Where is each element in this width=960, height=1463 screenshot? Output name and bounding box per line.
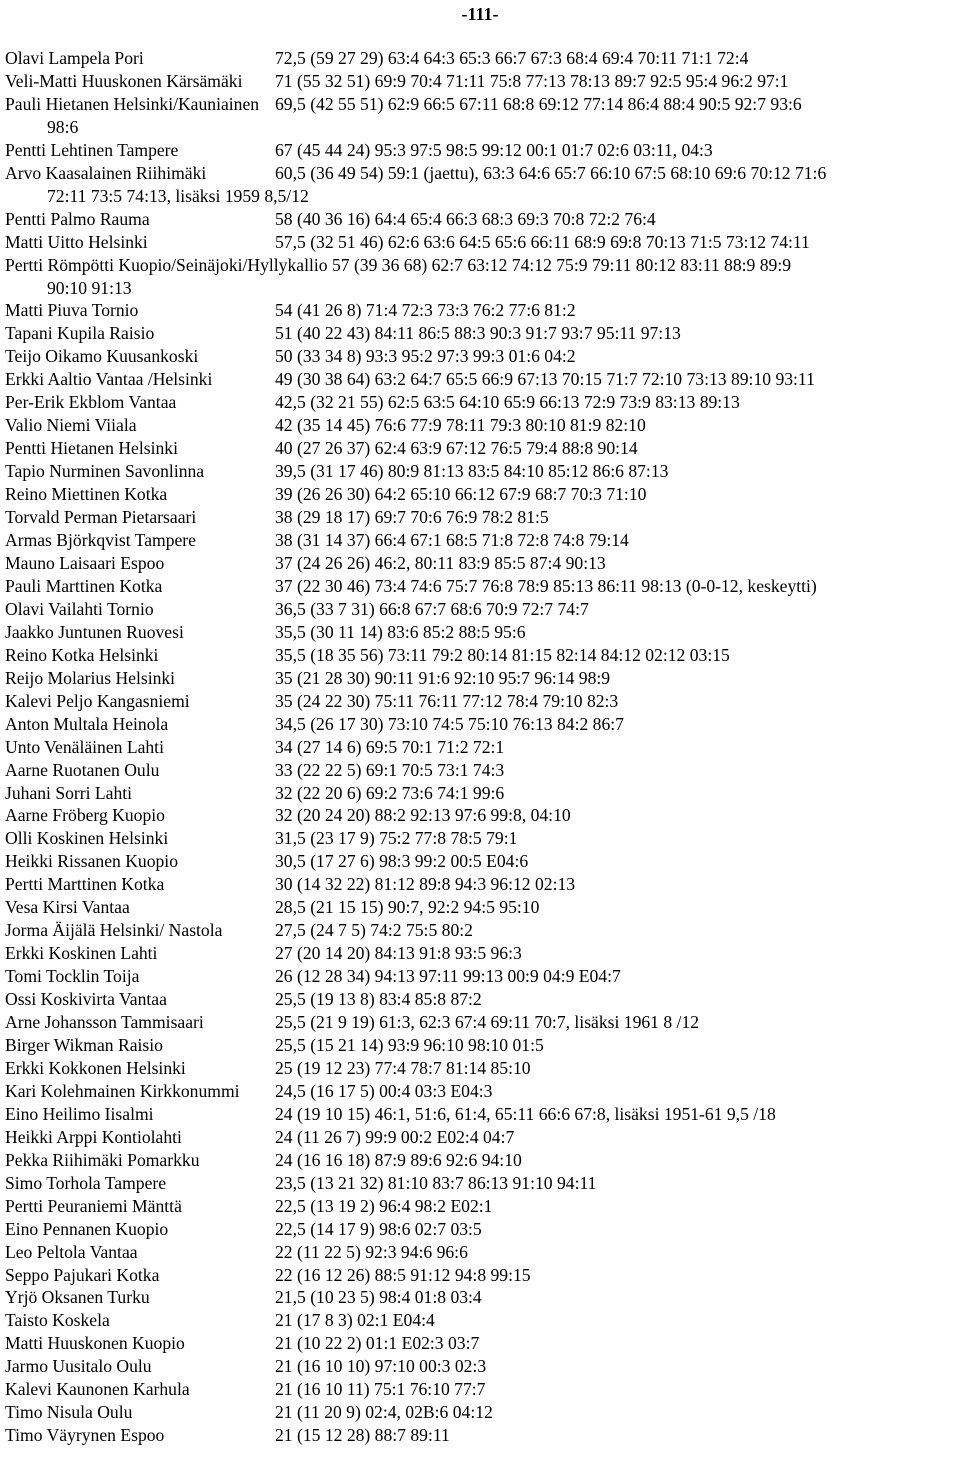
list-item	[5, 437, 955, 460]
list-item	[5, 1309, 955, 1332]
player-results: 35 (24 22 30) 75:11 76:11 77:12 78:4 79:10 82:3	[275, 690, 619, 711]
list-item	[5, 667, 955, 690]
list-item	[5, 942, 955, 965]
player-results: 67 (45 44 24) 95:3 97:5 98:5 99:12 00:1 01:7 02:6 03:11, 04:3	[275, 139, 713, 160]
list-item	[5, 1126, 955, 1149]
player-name: Kari Kolehmainen Kirkkonummi	[5, 1080, 240, 1101]
player-results: 22,5 (13 19 2) 96:4 98:2 E02:1	[275, 1195, 493, 1216]
player-results: 39 (26 26 30) 64:2 65:10 66:12 67:9 68:7 70:3 71:10	[275, 484, 647, 505]
player-results: 42,5 (32 21 55) 62:5 63:5 64:10 65:9 66:13 72:9 73:9 83:13 89:13	[275, 392, 740, 413]
list-item	[5, 804, 955, 827]
page-number: -111-	[461, 4, 499, 24]
player-results: 37 (22 30 46) 73:4 74:6 75:7 76:8 78:9 85:13 86:11 98:13 (0-0-12, keskeytti)	[275, 575, 817, 596]
player-name: Reijo Molarius Helsinki	[5, 667, 176, 688]
player-name: Seppo Pajukari Kotka	[5, 1264, 160, 1285]
player-results: 21 (11 20 9) 02:4, 02B:6 04:12	[275, 1402, 493, 1423]
list-item	[5, 529, 955, 552]
list-item	[5, 391, 955, 414]
player-results: 30,5 (17 27 6) 98:3 99:2 00:5 E04:6	[275, 851, 529, 872]
player-name: Per-Erik Ekblom Vantaa	[5, 392, 177, 413]
player-name: Mauno Laisaari Espoo	[5, 552, 165, 573]
list-item	[5, 1424, 955, 1447]
player-results: 35,5 (18 35 56) 73:11 79:2 80:14 81:15 82:14 84:12 02:12 03:15	[275, 644, 730, 665]
player-name: Tapani Kupila Raisio	[5, 323, 155, 344]
list-item	[5, 506, 955, 529]
player-name: Pauli Marttinen Kotka	[5, 575, 163, 596]
player-name: Jorma Äijälä Helsinki/ Nastola	[5, 920, 223, 941]
player-name: Simo Torhola Tampere	[5, 1172, 167, 1193]
list-item	[5, 70, 955, 93]
list-item	[5, 1401, 955, 1424]
player-results: 39,5 (31 17 46) 80:9 81:13 83:5 84:10 85:12 86:6 87:13	[275, 461, 669, 482]
player-results: 50 (33 34 8) 93:3 95:2 97:3 99:3 01:6 04:2	[275, 346, 576, 367]
list-item	[5, 1378, 955, 1401]
player-name: Heikki Arppi Kontiolahti	[5, 1126, 182, 1147]
player-name: Armas Björkqvist Tampere	[5, 530, 196, 551]
player-results: 54 (41 26 8) 71:4 72:3 73:3 76:2 77:6 81:2	[275, 300, 576, 321]
list-item	[5, 93, 955, 139]
player-name: Unto Venäläinen Lahti	[5, 736, 164, 757]
player-results: 58 (40 36 16) 64:4 65:4 66:3 68:3 69:3 70:8 72:2 76:4	[275, 208, 656, 229]
list-item	[5, 873, 955, 896]
player-results: 71 (55 32 51) 69:9 70:4 71:11 75:8 77:13 78:13 89:7 92:5 95:4 96:2 97:1	[275, 70, 789, 91]
player-results: 72,5 (59 27 29) 63:4 64:3 65:3 66:7 67:3 68:4 69:4 70:11 71:1 72:4	[275, 48, 749, 68]
player-results: 28,5 (21 15 15) 90:7, 92:2 94:5 95:10	[275, 897, 540, 918]
list-item	[5, 1286, 955, 1309]
list-item	[5, 690, 955, 713]
player-name: Timo Väyrynen Espoo	[5, 1425, 165, 1446]
player-results: 34 (27 14 6) 69:5 70:1 71:2 72:1	[275, 736, 505, 757]
player-name: Matti Huuskonen Kuopio	[5, 1333, 185, 1354]
player-results: 34,5 (26 17 30) 73:10 74:5 75:10 76:13 84:2 86:7	[275, 713, 624, 734]
player-results: 60,5 (36 49 54) 59:1 (jaettu), 63:3 64:6 65:7 66:10 67:5 68:10 69:6 70:12 71:6	[275, 162, 827, 183]
player-name: Timo Nisula Oulu	[5, 1402, 133, 1423]
player-name: Leo Peltola Vantaa	[5, 1241, 138, 1262]
player-results: 24 (19 10 15) 46:1, 51:6, 61:4, 65:11 66:6 67:8, lisäksi 1951-61 9,5 /18	[275, 1103, 776, 1124]
player-name: Pentti Hietanen Helsinki	[5, 438, 178, 459]
player-name: Reino Kotka Helsinki	[5, 644, 159, 665]
player-name: Kalevi Kaunonen Karhula	[5, 1379, 190, 1400]
list-item	[5, 621, 955, 644]
player-results-continued: 98:6	[47, 116, 79, 137]
list-item	[5, 1103, 955, 1126]
list-item	[5, 988, 955, 1011]
player-name: Jarmo Uusitalo Oulu	[5, 1356, 152, 1377]
list-item	[5, 322, 955, 345]
player-results: 69,5 (42 55 51) 62:9 66:5 67:11 68:8 69:12 77:14 86:4 88:4 90:5 92:7 93:6	[275, 93, 802, 114]
player-results: 57 (39 36 68) 62:7 63:12 74:12 75:9 79:11 80:12 83:11 88:9 89:9	[331, 254, 792, 275]
player-name: Aarne Fröberg Kuopio	[5, 805, 165, 826]
player-name: Torvald Perman Pietarsaari	[5, 507, 197, 528]
player-results: 23,5 (13 21 32) 81:10 83:7 86:13 91:10 94:11	[275, 1172, 597, 1193]
player-name: Jaakko Juntunen Ruovesi	[5, 621, 184, 642]
list-item	[5, 1057, 955, 1080]
player-results: 25,5 (19 13 8) 83:4 85:8 87:2	[275, 989, 482, 1010]
list-item	[5, 368, 955, 391]
list-item	[5, 1332, 955, 1355]
player-name: Veli-Matti Huuskonen Kärsämäki	[5, 70, 243, 91]
player-results: 33 (22 22 5) 69:1 70:5 73:1 74:3	[275, 759, 505, 780]
player-name: Eino Pennanen Kuopio	[5, 1218, 169, 1239]
player-name: Ossi Koskivirta Vantaa	[5, 989, 167, 1010]
player-name: Pentti Lehtinen Tampere	[5, 139, 179, 160]
player-results: 32 (22 20 6) 69:2 73:6 74:1 99:6	[275, 782, 505, 803]
player-name: Taisto Koskela	[5, 1310, 110, 1331]
player-results: 22 (11 22 5) 92:3 94:6 96:6	[275, 1241, 468, 1262]
player-results: 36,5 (33 7 31) 66:8 67:7 68:6 70:9 72:7 74:7	[275, 598, 589, 619]
player-name: Pertti Peuraniemi Mänttä	[5, 1195, 182, 1216]
player-results: 31,5 (23 17 9) 75:2 77:8 78:5 79:1	[275, 828, 518, 849]
list-item	[5, 1034, 955, 1057]
list-item	[5, 47, 955, 70]
player-name: Heikki Rissanen Kuopio	[5, 851, 178, 872]
player-results: 42 (35 14 45) 76:6 77:9 78:11 79:3 80:10 81:9 82:10	[275, 415, 646, 436]
player-name: Eino Heilimo Iisalmi	[5, 1103, 154, 1124]
player-name: Pauli Hietanen Helsinki/Kauniainen	[5, 93, 260, 114]
player-results: 21 (15 12 28) 88:7 89:11	[275, 1425, 450, 1446]
player-results: 30 (14 32 22) 81:12 89:8 94:3 96:12 02:13	[275, 874, 576, 895]
player-results: 21 (17 8 3) 02:1 E04:4	[275, 1310, 435, 1331]
player-name: Tomi Tocklin Toija	[5, 966, 140, 987]
player-results-continued: 72:11 73:5 74:13, lisäksi 1959 8,5/12	[47, 185, 309, 206]
list-item	[5, 1355, 955, 1378]
list-item	[5, 1264, 955, 1287]
list-item	[5, 850, 955, 873]
list-item	[5, 1241, 955, 1264]
player-name: Vesa Kirsi Vantaa	[5, 897, 130, 918]
player-name: Teijo Oikamo Kuusankoski	[5, 346, 199, 367]
player-name: Matti Uitto Helsinki	[5, 231, 148, 252]
list-item	[5, 782, 955, 805]
list-item	[5, 231, 955, 254]
list-item	[5, 919, 955, 942]
player-name: Pertti Marttinen Kotka	[5, 874, 165, 895]
player-results: 25,5 (21 9 19) 61:3, 62:3 67:4 69:11 70:7, lisäksi 1961 8 /12	[275, 1012, 700, 1033]
player-results: 22 (16 12 26) 88:5 91:12 94:8 99:15	[275, 1264, 531, 1285]
player-results-continued: 90:10 91:13	[47, 277, 132, 298]
player-results: 22,5 (14 17 9) 98:6 02:7 03:5	[275, 1218, 482, 1239]
list-item	[5, 414, 955, 437]
player-name: Kalevi Peljo Kangasniemi	[5, 690, 190, 711]
list-item	[5, 965, 955, 988]
player-results: 24 (16 16 18) 87:9 89:6 92:6 94:10	[275, 1149, 522, 1170]
player-name: Pertti Römpötti Kuopio/Seinäjoki/Hyllykallio	[5, 254, 332, 275]
player-results: 27,5 (24 7 5) 74:2 75:5 80:2	[275, 920, 473, 941]
list-item	[5, 483, 955, 506]
player-name: Pentti Palmo Rauma	[5, 208, 150, 229]
player-name: Pekka Riihimäki Pomarkku	[5, 1149, 200, 1170]
player-name: Tapio Nurminen Savonlinna	[5, 461, 205, 482]
player-list	[5, 47, 955, 1447]
player-results: 37 (24 26 26) 46:2, 80:11 83:9 85:5 87:4 90:13	[275, 552, 606, 573]
player-name: Olavi Vailahti Tornio	[5, 598, 154, 619]
player-name: Arne Johansson Tammisaari	[5, 1012, 204, 1033]
list-item	[5, 1011, 955, 1034]
list-item	[5, 759, 955, 782]
player-results: 51 (40 22 43) 84:11 86:5 88:3 90:3 91:7 93:7 95:11 97:13	[275, 323, 681, 344]
player-results: 21 (16 10 10) 97:10 00:3 02:3	[275, 1356, 487, 1377]
player-name: Juhani Sorri Lahti	[5, 782, 133, 803]
player-name: Valio Niemi Viiala	[5, 415, 137, 436]
list-item	[5, 139, 955, 162]
player-name: Olavi Lampela Pori	[5, 48, 144, 68]
list-item	[5, 254, 955, 300]
player-name: Arvo Kaasalainen Riihimäki	[5, 162, 207, 183]
list-item	[5, 736, 955, 759]
player-name: Erkki Aaltio Vantaa /Helsinki	[5, 369, 213, 390]
player-name: Reino Miettinen Kotka	[5, 484, 168, 505]
player-results: 24,5 (16 17 5) 00:4 03:3 E04:3	[275, 1080, 493, 1101]
list-item	[5, 1080, 955, 1103]
player-results: 32 (20 24 20) 88:2 92:13 97:6 99:8, 04:10	[275, 805, 571, 826]
player-results: 25,5 (15 21 14) 93:9 96:10 98:10 01:5	[275, 1034, 544, 1055]
list-item	[5, 552, 955, 575]
list-item	[5, 1172, 955, 1195]
list-item	[5, 896, 955, 919]
player-name: Anton Multala Heinola	[5, 713, 169, 734]
list-item	[5, 162, 955, 208]
player-results: 21 (10 22 2) 01:1 E02:3 03:7	[275, 1333, 480, 1354]
list-item	[5, 1218, 955, 1241]
list-item	[5, 575, 955, 598]
list-item	[5, 713, 955, 736]
player-name: Yrjö Oksanen Turku	[5, 1287, 150, 1308]
player-results: 21,5 (10 23 5) 98:4 01:8 03:4	[275, 1287, 482, 1308]
list-item	[5, 1149, 955, 1172]
player-results: 35 (21 28 30) 90:11 91:6 92:10 95:7 96:14 98:9	[275, 667, 611, 688]
player-results: 38 (29 18 17) 69:7 70:6 76:9 78:2 81:5	[275, 507, 549, 528]
player-results: 49 (30 38 64) 63:2 64:7 65:5 66:9 67:13 70:15 71:7 72:10 73:13 89:10 93:11	[275, 369, 815, 390]
player-name: Matti Piuva Tornio	[5, 300, 139, 321]
list-item	[5, 208, 955, 231]
player-results: 26 (12 28 34) 94:13 97:11 99:13 00:9 04:9 E04:7	[275, 966, 621, 987]
player-results: 27 (20 14 20) 84:13 91:8 93:5 96:3	[275, 943, 522, 964]
player-name: Aarne Ruotanen Oulu	[5, 759, 160, 780]
player-results: 35,5 (30 11 14) 83:6 85:2 88:5 95:6	[275, 621, 526, 642]
player-name: Erkki Koskinen Lahti	[5, 943, 158, 964]
player-results: 38 (31 14 37) 66:4 67:1 68:5 71:8 72:8 74:8 79:14	[275, 530, 629, 551]
player-results: 40 (27 26 37) 62:4 63:9 67:12 76:5 79:4 88:8 90:14	[275, 438, 638, 459]
player-name: Erkki Kokkonen Helsinki	[5, 1057, 186, 1078]
list-item	[5, 598, 955, 621]
list-item	[5, 345, 955, 368]
list-item	[5, 827, 955, 850]
player-results: 57,5 (32 51 46) 62:6 63:6 64:5 65:6 66:11 68:9 69:8 70:13 71:5 73:12 74:11	[275, 231, 810, 252]
player-name: Olli Koskinen Helsinki	[5, 828, 169, 849]
list-item	[5, 1195, 955, 1218]
player-name: Birger Wikman Raisio	[5, 1034, 163, 1055]
list-item	[5, 644, 955, 667]
player-results: 24 (11 26 7) 99:9 00:2 E02:4 04:7	[275, 1126, 515, 1147]
player-results: 21 (16 10 11) 75:1 76:10 77:7	[275, 1379, 486, 1400]
list-item	[5, 460, 955, 483]
list-item	[5, 299, 955, 322]
player-results: 25 (19 12 23) 77:4 78:7 81:14 85:10	[275, 1057, 531, 1078]
